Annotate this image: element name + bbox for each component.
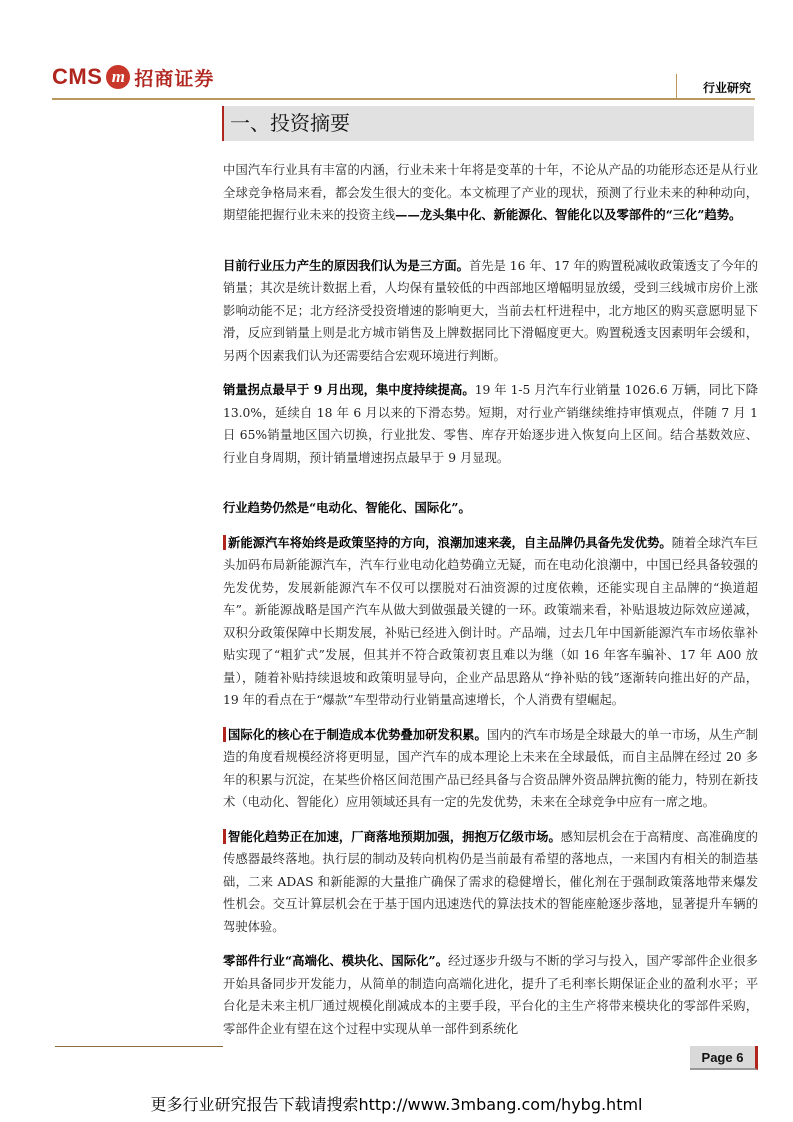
paragraph-international (223, 724, 758, 814)
logo-text: CMS (52, 64, 103, 89)
paragraph-parts (223, 950, 758, 1040)
paragraph-heading: 零部件行业“高端化、模块化、国际化”。 (223, 953, 449, 968)
paragraph-text: 中国汽车行业具有丰富的内涵，行业未来十年将是变革的十年，不论从产品的功能形态还是从行业全球竞争格局来看，都会发生很大的变化。本文梳理了产业的现状，预测了行业未来的种种动向，期望能把握行业未来的投资主线 (223, 163, 758, 222)
paragraph-text: 首先是 16 年、17 年的购置税减收政策透支了今年的销量；其次是统计数据上看，人均保有量较低的中西部地区增幅明显放缓，受到三线城市房价上涨影响动能不足；北方经济受投资增速的影响更大，当前去杠杆进程中，北方地区的购买意愿明显下滑，反应到销量上则是北方城市销售及上牌数据同比下滑幅度更大。购置税透支因素明年会缓和，另两个因素我们认为还需要结合宏观环境进行判断。 (223, 258, 758, 363)
paragraph-text: 国内的汽车市场是全球最大的单一市场，从生产制造的角度看规模经济将更明显，国产汽车的成本理论上未来在全球最低，而自主品牌在经过 20 多年的积累与沉淀，在某些价格区间范围产品已经具备与合资品牌外资品牌抗衡的能力，特别在新技术（电动化、智能化）应用领域还具有一定的先发优势，未来在全球竞争中应有一席之地。 (223, 727, 758, 809)
paragraph-text: 感知层机会在于高精度、高准确度的传感器最终落地。执行层的制动及转向机构仍是当前最有希望的落地点，一来国内有相关的制造基础，二来 ADAS 和新能源的大量推广确保了需求的稳健增长，催化剂在于强制政策落地带来爆发性机会。交互计算层机会在于基于国内迅速迭代的算法技术的智能座舱逐步落地，显著提升车辆的驾驶体验。 (223, 829, 758, 934)
paragraph-heading: 智能化趋势正在加速，厂商落地预期加强，拥抱万亿级市场。 (223, 829, 561, 844)
company-logo (52, 62, 214, 92)
section-title: 一、投资摘要 (222, 106, 754, 141)
header-rule (52, 98, 755, 100)
logo-mark-icon: m (106, 65, 130, 89)
industry-label: 行业研究 (702, 81, 751, 95)
paragraph-heading: 行业趋势仍然是“电动化、智能化、国际化”。 (223, 500, 471, 515)
paragraph-text: 经过逐步升级与不断的学习与投入，国产零部件企业很多开始具备同步开发能力，从简单的制造向高端化进化，提升了毛利率长期保证企业的盈利水平；平台化是未来主机厂通过规模化削减成本的主要手段，平台化的主生产将带来模块化的零部件采购，零部件企业有望在这个过程中实现从单一部件到系统化 (223, 954, 758, 1036)
paragraph-heading: 新能源汽车将始终是政策坚持的方向，浪潮加速来袭，自主品牌仍具备先发优势。 (223, 535, 672, 550)
page-number: Page 6 (690, 1046, 758, 1070)
paragraph-intro (223, 159, 758, 227)
paragraph-heading: 销量拐点最早于 9 月出现，集中度持续提高。 (223, 382, 475, 397)
download-banner[interactable]: 更多行业研究报告下载请搜索http://www.3mbang.com/hybg.html (150, 1095, 643, 1114)
logo-chinese-name: 招商证券 (134, 67, 215, 90)
footer-rule (55, 1046, 223, 1047)
paragraph-nev (223, 532, 758, 712)
paragraph-heading: 国际化的核心在于制造成本优势叠加研发积累。 (223, 727, 487, 742)
header-divider (676, 74, 677, 98)
paragraph-pressure (223, 255, 758, 368)
paragraph-text: 19 年 1-5 月汽车行业销量 1026.6 万辆，同比下降 13.0%，延续自 18 年 6 月以来的下滑态势。短期，对行业产销继续维持审慎观点，伴随 7 月 1 日 65%销量地区国六切换，行业批发、零售、库存开始逐步进入恢复向上区间。结合基数效应、行业自身周期，预计销量增速拐点最早于 9 月显现。 (223, 383, 758, 465)
paragraph-sales (223, 379, 758, 469)
document-body (223, 159, 758, 1040)
paragraph-intelligent (223, 826, 758, 939)
paragraph-heading: 目前行业压力产生的原因我们认为是三方面。 (223, 257, 469, 273)
paragraph-emphasis: ——龙头集中化、新能源化、智能化以及零部件的“三化”趋势。 (395, 207, 742, 222)
paragraph-text: 随着全球汽车巨头加码布局新能源汽车，汽车行业电动化趋势确立无疑，而在电动化浪潮中，中国已经具备较强的先发优势，发展新能源汽车不仅可以摆脱对石油资源的过度依赖，还能实现自主品牌的“换道超车”。新能源战略是国产汽车从做大到做强最关键的一环。政策端来看，补贴退坡边际效应递减，双积分政策保障中长期发展，补贴已经进入倒计时。产品端，过去几年中国新能源汽车市场依靠补贴实现了“粗犷式”发展，但其并不符合政策初衷且难以为继（如 16 年客车骗补、17 年 A00 放量），随着补贴持续退坡和政策明显导向，企业产品思路从“挣补贴的钱”逐渐转向推出好的产品，19 年的看点在于“爆款”车型带动行业销量高速增长，个人消费有望崛起。 (223, 535, 758, 707)
paragraph-trend (223, 497, 758, 520)
